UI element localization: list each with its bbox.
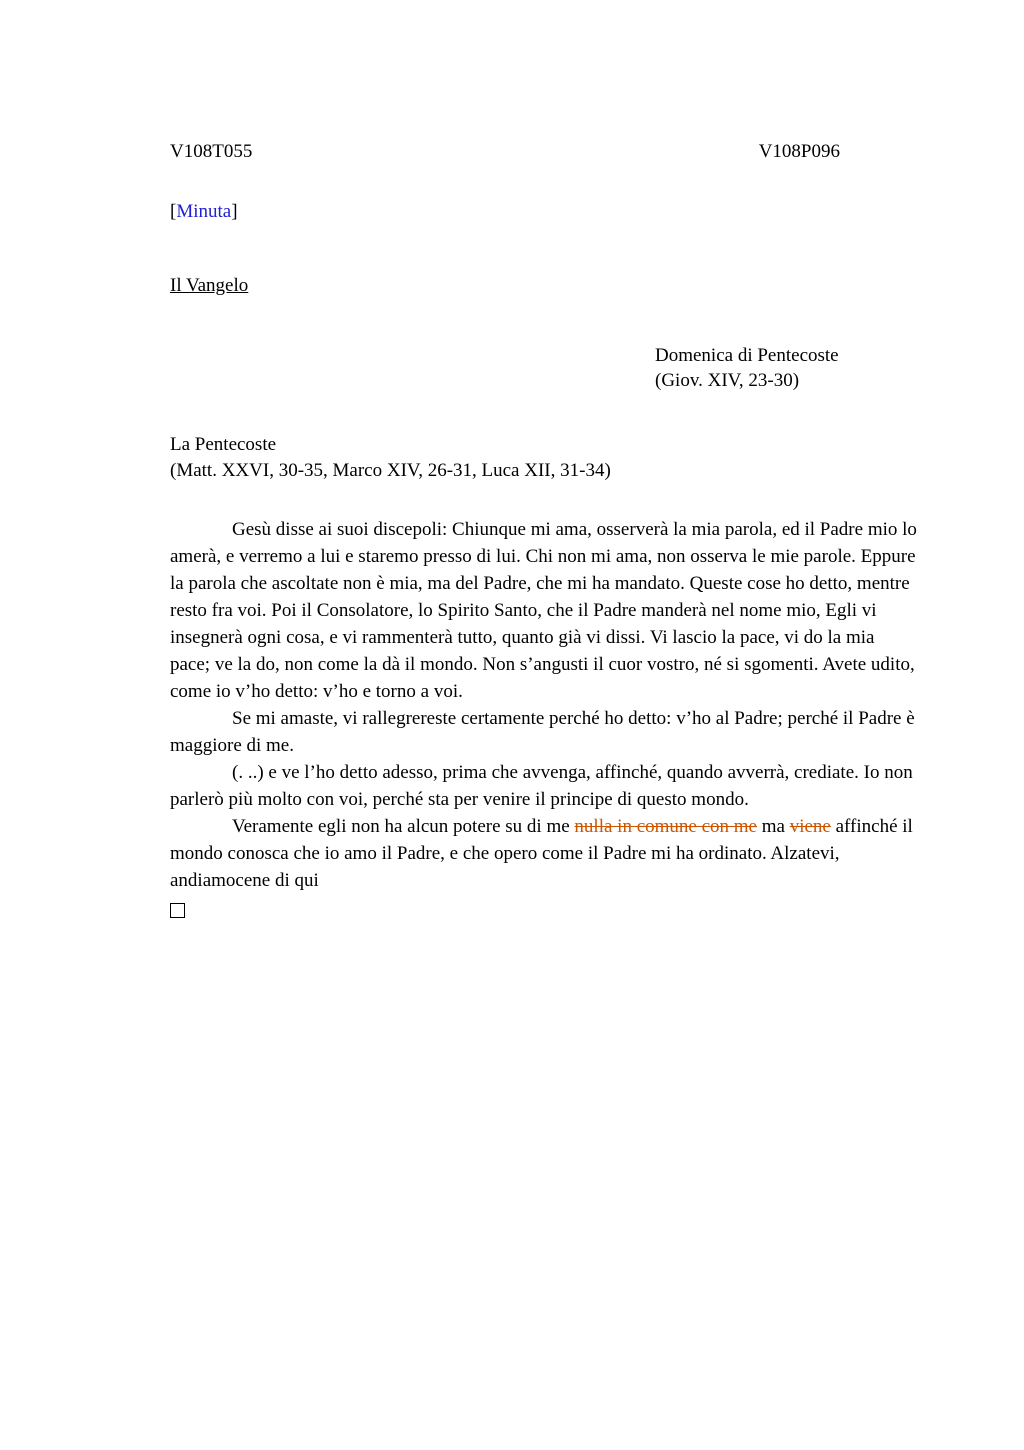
paragraph-4-middle: ma (756, 815, 790, 837)
reference-line-1: La Pentecoste (170, 433, 277, 455)
occasion-line-2: (Giov. XIV, 23-30) (655, 370, 800, 392)
square-box-icon (170, 903, 185, 918)
header-right-code: V108P096 (758, 141, 840, 162)
occasion-block (655, 343, 918, 394)
document-header (170, 140, 918, 165)
minuta-line (170, 201, 918, 223)
minuta-close-bracket: ] (231, 200, 238, 222)
end-marker (170, 897, 918, 922)
struck-text-1: nulla in comune con me (574, 815, 757, 837)
paragraph-1: Gesù disse ai suoi discepoli: Chiunque mi ama, osserverà la mia parola, ed il Padre mio lo amerà, e verremo a lui e staremo presso di lui. Chi non mi ama, non osserva le mie parole. Eppure la parola che ascoltate non è mia, ma del Padre, che mi ha mandato. Queste cose ho detto, mentre resto fra voi. Poi il Consolatore, lo Spirito Santo, che il Padre manderà nel nome mio, Egli vi insegnerà ogni cosa, e vi rammenterà tutto, quanto già vi dissi. Vi lascio la pace, vi do la mia pace; ve la do, non come la dà il mondo. Non s’angusti il cuor vostro, né si sgomenti. Avete udito, come io v’ho detto: v’ho e torno a voi. (170, 519, 917, 703)
reference-line-2: (Matt. XXVI, 30-35, Marco XIV, 26-31, Luca XII, 31-34) (170, 459, 611, 481)
occasion-line-1: Domenica di Pentecoste (655, 344, 839, 366)
minuta-word: Minuta (176, 200, 232, 222)
paragraph-4 (170, 814, 918, 895)
body-text (170, 517, 918, 922)
header-left-code: V108T055 (170, 141, 253, 162)
paragraph-2: Se mi amaste, vi rallegrereste certamente perché ho detto: v’ho al Padre; perché il Padre è maggiore di me. (170, 708, 915, 756)
section-title: Il Vangelo (170, 274, 249, 296)
struck-text-2: viene (789, 815, 831, 837)
paragraph-3: (. ..) e ve l’ho detto adesso, prima che avvenga, affinché, quando avverrà, crediate. Io non parlerò più molto con voi, perché sta per venire il principe di questo mondo. (170, 761, 913, 810)
minuta-open-bracket: [ (170, 200, 177, 222)
paragraph-4-before: Veramente egli non ha alcun potere su di me (232, 815, 575, 837)
reference-block (170, 432, 918, 483)
document-content (170, 140, 918, 922)
paragraph-4-after: affinché il mondo conosca che io amo il Padre, e che opero come il Padre mi ha ordinato. Alzatevi, andiamocene di qui (170, 815, 913, 891)
